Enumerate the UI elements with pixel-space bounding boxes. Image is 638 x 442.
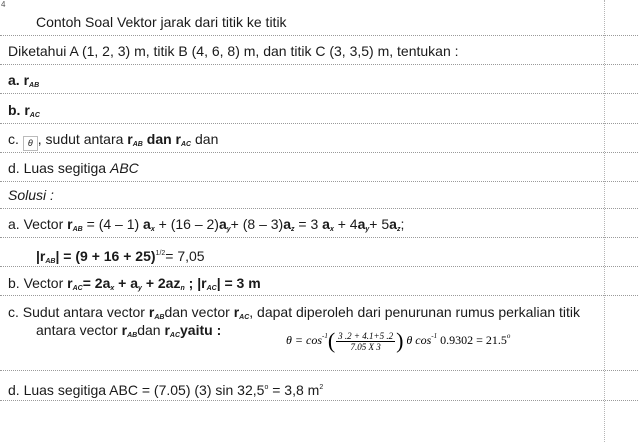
question-d: d. Luas segitiga ABC bbox=[8, 160, 139, 176]
solution-a: a. Vector $r_{AB} = (4 - 1) a_x + (16 - 2)a_y+ (8 - 3)a_z = 3$ $a_x + 4a_y+ 5a_z$; bbox=[8, 216, 405, 233]
solution-heading: Solusi : bbox=[8, 187, 54, 203]
theta-icon: θ bbox=[23, 136, 38, 151]
question-b: b. $r_{AC}$ bbox=[8, 102, 40, 119]
divider bbox=[0, 208, 638, 210]
divider bbox=[0, 152, 638, 154]
divider bbox=[0, 35, 638, 37]
solution-c-line1: c. Sudut antara vector $r_{AB}dan$ vector $r_{AC}$, dapat diperoleh dari penurunan rumus perkalian titik bbox=[8, 304, 581, 321]
divider bbox=[0, 123, 638, 125]
divider bbox=[0, 237, 638, 239]
solution-a-magnitude: $|r_{AB}| = (9 + 16 + 25)^{1/2}= 7,05$ bbox=[36, 248, 205, 265]
divider bbox=[0, 93, 638, 95]
question-a: a. $r_{AB}$ bbox=[8, 72, 40, 89]
divider bbox=[0, 400, 638, 402]
solution-b: b. Vector $r_{AC}= 2a_x + a_y + 2az_n$ ; $|r_{AC}| = 3$ m bbox=[8, 275, 261, 292]
divider bbox=[0, 266, 638, 268]
angle-formula: $\theta = \cos^{-1}$( $\frac{3 .2 + 4.1+5 .2}{7.05 X 3}$ ) θ $\cos^{-1} 0.9302 = 21.5^o$ bbox=[286, 328, 511, 353]
question-c: c. θ , sudut antara $r_{AB}$ dan $r_{AC}$ dan bbox=[8, 131, 218, 153]
divider bbox=[0, 64, 638, 66]
page-title: Contoh Soal Vektor jarak dari titik ke titik bbox=[36, 14, 287, 30]
right-border bbox=[604, 0, 605, 442]
solution-c-line2: antara vector $r_{AB}dan$ $r_{AC}yaitu$ : bbox=[36, 322, 222, 339]
solution-d: d. Luas segitiga ABC = (7.05) (3) sin 32,5$^o$ = 3,8 $m^2$ bbox=[8, 382, 324, 398]
divider bbox=[0, 295, 638, 297]
corner-mark: 4 bbox=[1, 0, 6, 9]
divider bbox=[0, 181, 638, 183]
divider bbox=[0, 370, 638, 372]
given-text: Diketahui A (1, 2, 3) m, titik B (4, 6, 8) m, dan titik C (3, 3,5) m, tentukan : bbox=[8, 43, 459, 59]
